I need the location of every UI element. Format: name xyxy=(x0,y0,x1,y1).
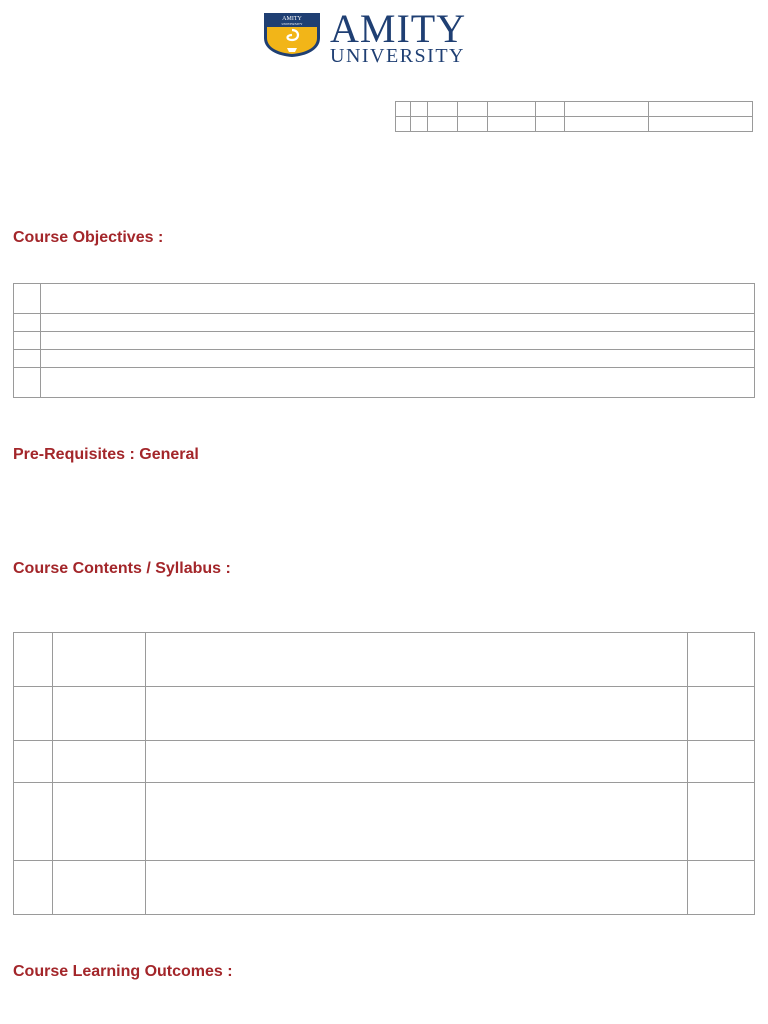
logo-title: AMITY xyxy=(330,6,467,51)
table-row xyxy=(396,102,753,117)
table-cell xyxy=(688,741,755,783)
table-row xyxy=(14,314,755,332)
table-row xyxy=(14,350,755,368)
table-cell xyxy=(146,687,688,741)
learning-outcomes-heading: Course Learning Outcomes : xyxy=(13,963,233,980)
table-row xyxy=(396,117,753,132)
table-row xyxy=(14,687,755,741)
table-cell xyxy=(688,783,755,861)
table-cell xyxy=(488,117,536,132)
objectives-table xyxy=(13,283,755,398)
table-cell xyxy=(53,783,146,861)
table-cell xyxy=(458,102,488,117)
table-cell xyxy=(14,314,41,332)
table-cell xyxy=(41,332,755,350)
table-cell xyxy=(565,117,649,132)
svg-text:UNIVERSITY: UNIVERSITY xyxy=(281,22,303,26)
course-header-table xyxy=(395,101,753,132)
shield-icon xyxy=(262,10,322,58)
table-cell xyxy=(649,102,753,117)
table-cell xyxy=(14,368,41,398)
table-cell xyxy=(14,741,53,783)
table-row xyxy=(14,332,755,350)
table-cell xyxy=(41,314,755,332)
table-row xyxy=(14,741,755,783)
table-cell xyxy=(53,687,146,741)
course-objectives-heading: Course Objectives : xyxy=(13,229,164,246)
table-row xyxy=(14,368,755,398)
table-cell xyxy=(488,102,536,117)
table-cell xyxy=(146,633,688,687)
table-cell xyxy=(14,633,53,687)
table-cell xyxy=(649,117,753,132)
table-cell xyxy=(411,117,428,132)
table-cell xyxy=(146,741,688,783)
table-cell xyxy=(53,861,146,915)
table-cell xyxy=(14,783,53,861)
table-cell xyxy=(14,350,41,368)
table-cell xyxy=(41,284,755,314)
table-cell xyxy=(428,102,458,117)
table-cell xyxy=(14,284,41,314)
table-cell xyxy=(396,102,411,117)
table-row xyxy=(14,783,755,861)
syllabus-table xyxy=(13,632,755,915)
table-cell xyxy=(41,350,755,368)
course-contents-heading: Course Contents / Syllabus : xyxy=(13,560,231,577)
table-cell xyxy=(411,102,428,117)
table-cell xyxy=(688,633,755,687)
table-cell xyxy=(14,861,53,915)
table-cell xyxy=(41,368,755,398)
table-cell xyxy=(536,117,565,132)
amity-university-logo xyxy=(262,6,508,67)
table-cell xyxy=(146,861,688,915)
table-cell xyxy=(146,783,688,861)
table-cell xyxy=(14,332,41,350)
table-cell xyxy=(428,117,458,132)
table-cell xyxy=(688,687,755,741)
table-cell xyxy=(53,633,146,687)
table-row xyxy=(14,861,755,915)
table-row xyxy=(14,633,755,687)
prerequisites-heading: Pre-Requisites : General xyxy=(13,446,199,463)
table-cell xyxy=(396,117,411,132)
table-cell xyxy=(458,117,488,132)
svg-text:AMITY: AMITY xyxy=(282,16,302,22)
table-cell xyxy=(565,102,649,117)
table-cell xyxy=(53,741,146,783)
table-cell xyxy=(688,861,755,915)
table-row xyxy=(14,284,755,314)
logo-subtitle: UNIVERSITY xyxy=(330,45,465,67)
table-cell xyxy=(14,687,53,741)
table-cell xyxy=(536,102,565,117)
